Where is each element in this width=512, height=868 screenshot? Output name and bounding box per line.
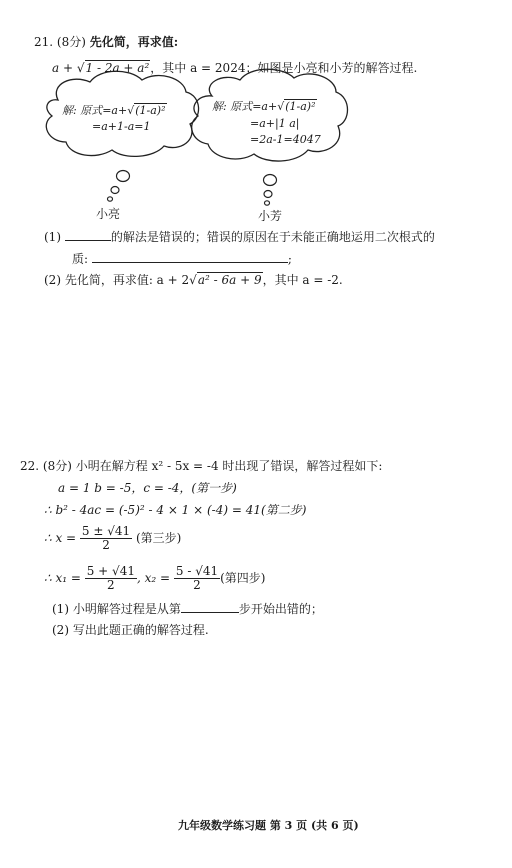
q21-part2-radicand: a² - 6a + 9 xyxy=(197,273,262,287)
q21-part1-blank-reason[interactable] xyxy=(92,250,288,263)
q22-header xyxy=(20,458,382,474)
xiaoliang-line1-prefix: 解: 原式=a+ xyxy=(62,104,128,117)
q22-step4-den1: 2 xyxy=(107,578,115,592)
q22-step4-num1: 5 + √41 xyxy=(86,564,135,578)
q22-step3 xyxy=(44,524,181,552)
xiaofang-line1: 解: 原式=a+√(1-a)² xyxy=(212,100,316,113)
xiaoliang-name: 小亮 xyxy=(96,207,121,221)
q22-step3-label: (第三步) xyxy=(135,531,182,545)
q21-part2-text: 先化简，再求值: a + 2 xyxy=(64,273,190,287)
q21-expression-line: a + √1 - 2a + a²，其中 a = 2024；如图是小亮和小芳的解答过程. xyxy=(52,61,418,75)
q22-part1-text-a: 小明解答过程是从第 xyxy=(72,602,181,616)
q22-step3-den: 2 xyxy=(102,538,110,552)
q21-expr-radicand: 1 - 2a + a² xyxy=(85,61,150,75)
xiaofang-line3: =2a-1=4047 xyxy=(250,133,321,146)
q22-part1-label: (1) xyxy=(52,602,69,616)
xiaoliang-bubble-2 xyxy=(111,187,119,194)
xiaofang-line2: =a+|1 a| xyxy=(250,117,300,130)
q22-step4-label: (第四步) xyxy=(220,571,266,585)
q22-points: (8分) xyxy=(42,459,72,473)
xiaoliang-line1: 解: 原式=a+√(1-a)² xyxy=(62,104,166,117)
q22-step4 xyxy=(44,564,265,592)
xiaofang-bubble-1 xyxy=(264,175,277,186)
xiaoliang-line2: =a+1-a=1 xyxy=(92,120,151,133)
q21-header xyxy=(34,34,178,50)
q22-step4-prefix: ∴ x₁ = xyxy=(44,571,81,585)
q21-part1-cont: 质: ; xyxy=(72,252,292,266)
q21-points: (8分) xyxy=(56,35,86,49)
q21-part1-text: 的解法是错误的；错误的原因在于未能正确地运用二次根式的 xyxy=(110,230,435,244)
q21-part1 xyxy=(44,228,435,245)
q22-part2 xyxy=(52,622,209,638)
q22-part2-label: (2) xyxy=(52,623,69,637)
q21-given: ，其中 a = 2024；如图是小亮和小芳的解答过程. xyxy=(150,61,418,75)
q22-step4-num2: 5 - √41 xyxy=(175,564,219,578)
xiaoliang-bubble-1 xyxy=(117,171,130,182)
q21-instruction: 先化简，再求值: xyxy=(89,35,179,49)
q22-part1-text-b: 步开始出错的； xyxy=(238,602,323,616)
xiaofang-cloud xyxy=(192,69,348,161)
xiaofang-line1-radicand: (1-a)² xyxy=(285,100,316,113)
q22-step2: ∴ b² - 4ac = (-5)² - 4 × 1 × (-4) = 41(第二步) xyxy=(44,503,307,517)
q21-part1-blank-name[interactable] xyxy=(65,228,111,241)
q21-part2-given: ，其中 a = -2. xyxy=(262,273,343,287)
q22-step3-num: 5 ± √41 xyxy=(81,524,131,538)
xiaofang-bubble-3 xyxy=(265,201,270,205)
xiaofang-bubble-2 xyxy=(264,191,272,198)
q22-step4-fraction-1 xyxy=(85,565,137,592)
xiaoliang-line1-radicand: (1-a)² xyxy=(135,104,166,117)
xiaofang-name: 小芳 xyxy=(258,209,283,223)
q21-part1-label: (1) xyxy=(44,230,61,244)
q22-step3-fraction xyxy=(80,525,132,552)
q22-step4-den2: 2 xyxy=(193,578,201,592)
q22-part1 xyxy=(52,600,323,617)
q21-number: 21. xyxy=(34,35,54,49)
q21-expr-prefix: a + xyxy=(52,61,74,75)
q22-step4-fraction-2 xyxy=(174,565,220,592)
q21-part1-cont-text: 质: xyxy=(72,252,89,266)
q22-number: 22. xyxy=(20,459,40,473)
q22-part1-blank[interactable] xyxy=(181,600,239,613)
q22-part2-text: 写出此题正确的解答过程. xyxy=(72,623,209,637)
q22-step4-mid: , x₂ = xyxy=(136,571,171,585)
page-footer: 九年级数学练习题 第 3 页 (共 6 页) xyxy=(178,819,359,832)
q21-part2: (2) 先化简，再求值: a + 2√a² - 6a + 9，其中 a = -2. xyxy=(44,273,343,287)
xiaoliang-bubble-3 xyxy=(108,197,113,201)
q22-step1: a = 1 b = -5，c = -4，(第一步) xyxy=(58,481,237,495)
q22-intro: 小明在解方程 x² - 5x = -4 时出现了错误，解答过程如下: xyxy=(75,459,383,473)
q21-part2-label: (2) xyxy=(44,273,61,287)
xiaofang-line1-prefix: 解: 原式=a+ xyxy=(212,100,278,113)
q22-step3-prefix: ∴ x = xyxy=(44,531,77,545)
